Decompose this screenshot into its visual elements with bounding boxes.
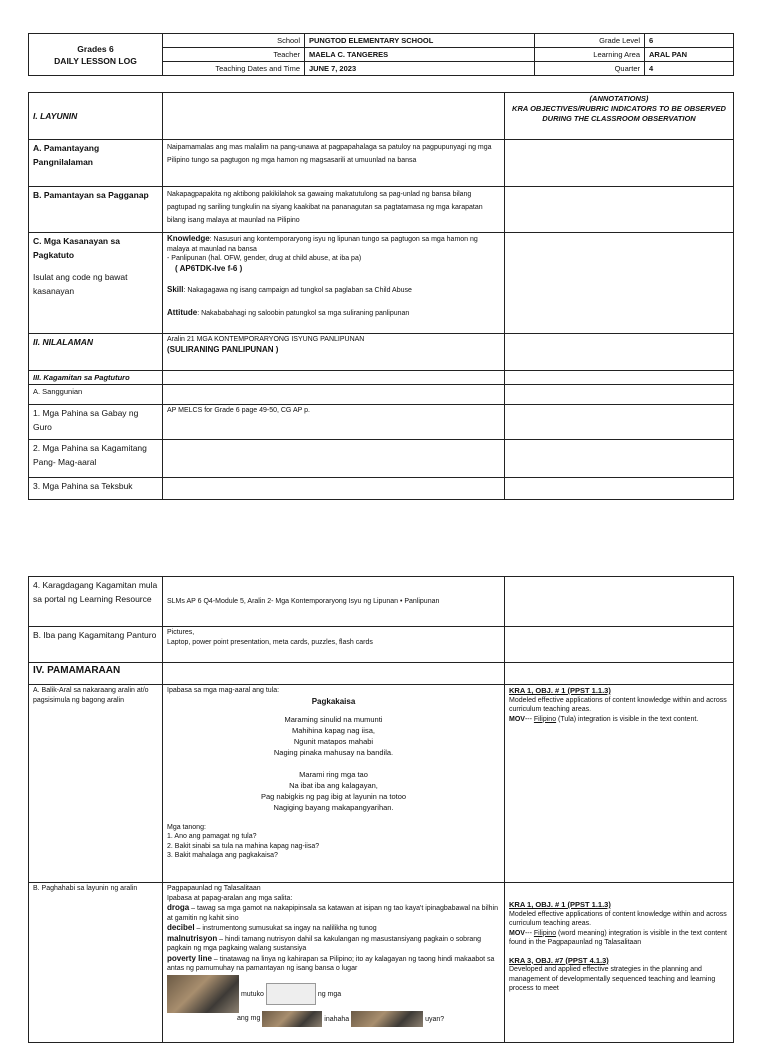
vocab-item: droga – tawag sa mga gamot na nakapipinsala sa katawan at isipan ng tao kaya't ipinagbabawal na bilhin at gamitin ng kahit sino [167, 903, 498, 922]
kagamitan-label: III. Kagamitan sa Pagtuturo [29, 371, 163, 385]
quarter-value: 4 [645, 62, 734, 76]
kasanayan-content [163, 233, 505, 334]
poem-line: Na ibat iba ang kalagayan, [289, 780, 378, 790]
sanggunian-label: A. Sanggunian [29, 385, 163, 405]
skill-label: Skill [167, 285, 184, 294]
karagdagang-kagamitan-label: 4. Karagdagang Kagamitan mula sa portal ng Learning Resource [29, 577, 163, 627]
pamantayan-pagganap-text: Nakapagpapakita ng aktibong pakikilahok sa gawaing makatutulong sa pag-unlad ng bansa bilang pagtupad ng sariling tungkulin na siyang kaakibat na pananagutan sa pagtatamasa ng mga karapatan bilang isang malaya at maunlad na Pilipino [163, 187, 505, 233]
kra-title: KRA 1, OBJ. # 1 (PPST 1.1.3) [509, 686, 611, 695]
iba-pang-kagamitan-label: B. Iba pang Kagamitang Panturo [29, 627, 163, 663]
grade-level-label: Grade Level [535, 34, 645, 48]
school-label: School [163, 34, 305, 48]
school-value: PUNGTOD ELEMENTARY SCHOOL [305, 34, 535, 48]
knowledge-label: Knowledge [167, 234, 210, 243]
poem-line: Nagiging bayang makapangyarihan. [273, 802, 394, 812]
photo-image [167, 975, 239, 1013]
pamamaraan-label: IV. PAMAMARAAN [29, 663, 163, 685]
annotation-cell [505, 187, 734, 233]
kra-text: Developed and applied effective strategies in the planning and management of developmentally sequenced teaching and learning process to meet [509, 966, 716, 992]
mov-text: MOV--- Filipino (word meaning) integration is visible in the text content found in the Pagpapaunlad ng Talasalitaan [509, 929, 727, 946]
vocab-item: decibel – instrumentong sumusukat sa ingay na nalilikha ng tunog [167, 923, 377, 932]
attitude-label: Attitude [167, 307, 198, 317]
learning-area-value: ARAL PAN [645, 48, 734, 62]
learning-area-label: Learning Area [535, 48, 645, 62]
gabay-guro-text: AP MELCS for Grade 6 page 49-50, CG AP p. [163, 405, 505, 440]
teaching-dates-label: Teaching Dates and Time [163, 62, 305, 76]
kra-title: KRA 1, OBJ. # 1 (PPST 1.1.3) [509, 900, 611, 909]
question-item: 2. Bakit sinabi sa tula na mahina kapag nag-iisa? [167, 842, 320, 850]
poem-line: Ngunit matapos mahabi [293, 736, 374, 746]
photo-image [262, 1011, 322, 1027]
pamantayang-pangnilalaman-label: A. Pamantayang Pangnilalaman [29, 140, 163, 187]
questions-label: Mga tanong: [167, 823, 206, 831]
fragment-text: ang mg [237, 1015, 261, 1023]
pamantayan-pagganap-label: B. Pamantayan sa Pagganap [29, 187, 163, 233]
knowledge-text: : Nasusuri ang kontemporaryong isyu ng lipunan tungo sa pagtugon sa mga hamon ng malaya at maunlad na bansa [167, 236, 478, 253]
layunin-content [163, 93, 505, 140]
annotation-cell [505, 140, 734, 187]
kra-title: KRA 3, OBJ. #7 (PPST 4.1.3) [509, 955, 609, 965]
balik-aral-intro: Ipabasa sa mga mag-aaral ang tula: [167, 687, 280, 694]
nilalaman-line2: (SULIRANING PANLIPUNAN ) [167, 344, 279, 354]
header-table [28, 33, 734, 76]
kasanayan-sub: Isulat ang code ng bawat kasanayan [33, 272, 128, 296]
knowledge-sub: - Panlipunan (hal. OFW, gender, drug at child abuse, at iba pa) [167, 255, 362, 262]
layunin-label: I. LAYUNIN [29, 93, 163, 140]
nilalaman-content [163, 334, 505, 371]
fragment-text: mutuko [240, 990, 264, 998]
kasanayan-cell [29, 233, 163, 334]
karagdagang-kagamitan-text: SLMs AP 6 Q4-Module 5, Aralin 2- Mga Kontemporaryong Isyu ng Lipunan • Panlipunan [163, 577, 505, 627]
vocab-item: poverty line – tinatawag na linya ng kahirapan sa Pilipino; ito ay kalagayan ng taong hindi makaabot sa antas ng pamumuhay na pamantayan ng isang bansa o lugar [167, 953, 495, 972]
picture-row [167, 975, 500, 1013]
photo-image [351, 1011, 423, 1027]
paghahabi-intro: Pagpapaunlad ng Talasalitaan [167, 885, 261, 892]
learning-code: ( AP6TDK-Ive f-6 ) [175, 263, 243, 273]
annotations-header: (ANNOTATIONS) KRA OBJECTIVES/RUBRIC INDICATORS TO BE OBSERVED DURING THE CLASSROOM OBSERVATION [505, 93, 734, 140]
annotation-cell [505, 577, 734, 627]
balik-aral-label: A. Balik-Aral sa nakaraang aralin at/o pagsisimula ng bagong aralin [29, 685, 163, 883]
fragment-text: uyan? [425, 1015, 445, 1023]
quarter-label: Quarter [535, 62, 645, 76]
objectives-table [28, 92, 734, 500]
fragment-text: ng mga [317, 990, 342, 998]
annotation-kra1 [505, 685, 734, 883]
teksbuk-label: 3. Mga Pahina sa Teksbuk [29, 478, 163, 500]
gabay-guro-label: 1. Mga Pahina sa Gabay ng Guro [29, 405, 163, 440]
poem-line: Pag nabigkis ng pag ibig at layunin na totoo [260, 791, 407, 801]
picture-row [167, 1011, 500, 1027]
question-item: 3. Bakit mahalaga ang pagkakaisa? [167, 852, 278, 859]
iba-pang-kagamitan-content: Pictures, Laptop, power point presentation, meta cards, puzzles, flash cards [163, 627, 505, 663]
kasanayan-label: C. Mga Kasanayan sa Pagkatuto [33, 236, 120, 260]
pamantayang-pangnilalaman-text: Naipamamalas ang mas malalim na pang-unawa at pagpapahalaga sa patuloy na pagpupunyagi ng mga Pilipino tungo sa pagtugon ng mga hamon ng magsasarili at umuunlad na bansa [163, 140, 505, 187]
vocab-item: malnutrisyon – hindi tamang nutrisyon dahil sa kakulangan ng masustansiyang pagkain o sobrang pagkain ng mga pagkaing walang sustansiya [167, 933, 482, 952]
questions [167, 823, 500, 861]
grade-level-value: 6 [645, 34, 734, 48]
poem-line: Naging pinaka mahusay na bandila. [273, 747, 394, 757]
teacher-value: MAELA C. TANGERES [305, 48, 535, 62]
annotation-cell [505, 405, 734, 440]
annotation-cell [505, 233, 734, 334]
poem-line: Marami ring mga tao [299, 769, 368, 779]
annotation-cell [505, 627, 734, 663]
kra-text: Modeled effective applications of content knowledge within and across curriculum teaching areas. [509, 696, 727, 713]
nilalaman-line1: Aralin 21 MGA KONTEMPORARYONG ISYUNG PANLIPUNAN [167, 336, 365, 343]
question-item: 1. Ano ang pamagat ng tula? [167, 833, 257, 840]
balik-aral-content [163, 685, 505, 883]
annotation-cell [505, 334, 734, 371]
poem [167, 714, 500, 813]
attitude-text: : Nakababahagi ng saloobin patungkol sa mga suliraning panlipunan [197, 309, 410, 317]
kra-text: Modeled effective applications of content knowledge within and across curriculum teaching areas. [509, 910, 727, 927]
skill-text: : Nakagagawa ng isang campaign ad tungkol sa paglaban sa Child Abuse [183, 287, 412, 294]
teacher-label: Teacher [163, 48, 305, 62]
teaching-dates-value: JUNE 7, 2023 [305, 62, 535, 76]
poem-title: Pagkakaisa [311, 696, 356, 706]
paghahabi-instruction: Ipabasa at papag-aralan ang mga salita: [167, 894, 293, 902]
poem-line [167, 758, 500, 769]
kagamitang-mag-aaral-label: 2. Mga Pahina sa Kagamitang Pang- Mag-aaral [29, 440, 163, 478]
mov-text: MOV--- Filipino (Tula) integration is visible in the text content. [509, 715, 699, 723]
paghahabi-label: B. Paghahabi sa layunin ng aralin [29, 883, 163, 1043]
paghahabi-content [163, 883, 505, 1043]
nilalaman-label: II. NILALAMAN [29, 334, 163, 371]
photo-image [266, 983, 316, 1005]
poem-line: Mahihina kapag nag iisa, [292, 725, 375, 735]
annotation-kra-block [505, 883, 734, 1043]
poem-line: Maraming sinulid na mumunti [284, 714, 383, 724]
fragment-text: inahaha [324, 1015, 350, 1023]
procedures-table [28, 576, 734, 1043]
lesson-log-title: Grades 6 DAILY LESSON LOG [29, 34, 163, 76]
